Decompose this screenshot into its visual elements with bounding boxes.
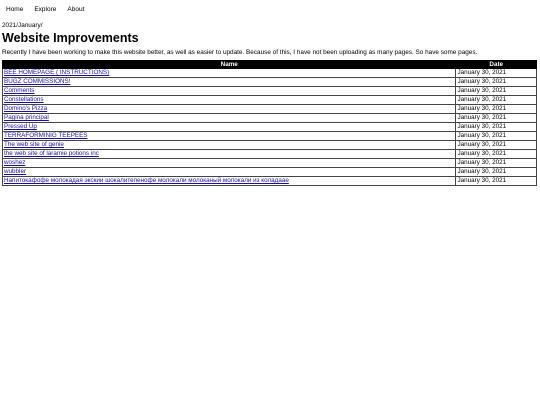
page-link[interactable]: Domino's Pizza — [4, 105, 48, 112]
page-date-cell: January 30, 2021 — [456, 141, 537, 150]
page-date-cell: January 30, 2021 — [456, 78, 537, 87]
page-name-cell — [3, 114, 456, 123]
page-link[interactable]: woshez — [4, 159, 26, 166]
table-row — [3, 177, 537, 186]
page-name-cell — [3, 69, 456, 78]
page-link[interactable]: the web site of laramie potions inc — [4, 150, 99, 157]
table-row — [3, 168, 537, 177]
page-date-cell: January 30, 2021 — [456, 105, 537, 114]
page-name-cell — [3, 150, 456, 159]
pages-table — [2, 60, 537, 186]
page-date-cell: January 30, 2021 — [456, 96, 537, 105]
page-link[interactable]: wubbler — [4, 168, 27, 175]
page-link[interactable]: BEE HOMEPAGE ( INSTRUCTIONS) — [4, 69, 110, 76]
page-link[interactable]: BUGZ COMMISSIONS! — [4, 78, 71, 85]
page-name-cell — [3, 123, 456, 132]
page-date-cell: January 30, 2021 — [456, 159, 537, 168]
table-row — [3, 78, 537, 87]
page-name-cell — [3, 96, 456, 105]
page-date-cell: January 30, 2021 — [456, 177, 537, 186]
page-title: Website Improvements — [2, 31, 139, 45]
table-row — [3, 132, 537, 141]
page-link[interactable]: Comments — [4, 87, 35, 94]
table-row — [3, 114, 537, 123]
page-name-cell — [3, 141, 456, 150]
table-row — [3, 141, 537, 150]
page-link[interactable]: Напитокафофе молокадая экскии шокалитепенофе молокали молоканый молокали из коладаае — [4, 177, 289, 184]
table-row — [3, 150, 537, 159]
table-header-row — [3, 61, 537, 69]
nav-explore-link[interactable]: Explore — [34, 6, 57, 13]
page-name-cell — [3, 177, 456, 186]
page-name-cell — [3, 132, 456, 141]
page-date-cell: January 30, 2021 — [456, 87, 537, 96]
page-date-cell: January 30, 2021 — [456, 150, 537, 159]
nav-home-link[interactable]: Home — [6, 6, 24, 13]
page-link[interactable]: Pressed Up — [4, 123, 37, 130]
page-date-cell: January 30, 2021 — [456, 114, 537, 123]
page-name-cell — [3, 105, 456, 114]
page-name-cell — [3, 159, 456, 168]
page-date-cell: January 30, 2021 — [456, 123, 537, 132]
table-body — [3, 69, 537, 186]
table-row — [3, 105, 537, 114]
page-link[interactable]: TERRAFORMINIG TEEPEES — [4, 132, 88, 139]
page-date-cell: January 30, 2021 — [456, 168, 537, 177]
page-date-cell: January 30, 2021 — [456, 132, 537, 141]
column-header-name: Name — [3, 61, 456, 69]
table-row — [3, 87, 537, 96]
page-name-cell — [3, 87, 456, 96]
breadcrumb: 2021/January/ — [2, 22, 43, 29]
page-name-cell — [3, 78, 456, 87]
page-link[interactable]: Pagina principal — [4, 114, 49, 121]
table-row — [3, 96, 537, 105]
nav-about-link[interactable]: About — [67, 6, 85, 13]
intro-text: Recently I have been working to make this website better, as well as easier to update. Because of this, I have not been uploading as many pages. So have some pages. — [2, 49, 478, 56]
column-header-date: Date — [456, 61, 537, 69]
page-name-cell — [3, 168, 456, 177]
page-link[interactable]: The web site of genie — [4, 141, 64, 148]
page-link[interactable]: Constellations — [4, 96, 44, 103]
table-row — [3, 123, 537, 132]
table-row — [3, 159, 537, 168]
page-date-cell: January 30, 2021 — [456, 69, 537, 78]
table-row — [3, 69, 537, 78]
top-nav — [0, 0, 540, 19]
